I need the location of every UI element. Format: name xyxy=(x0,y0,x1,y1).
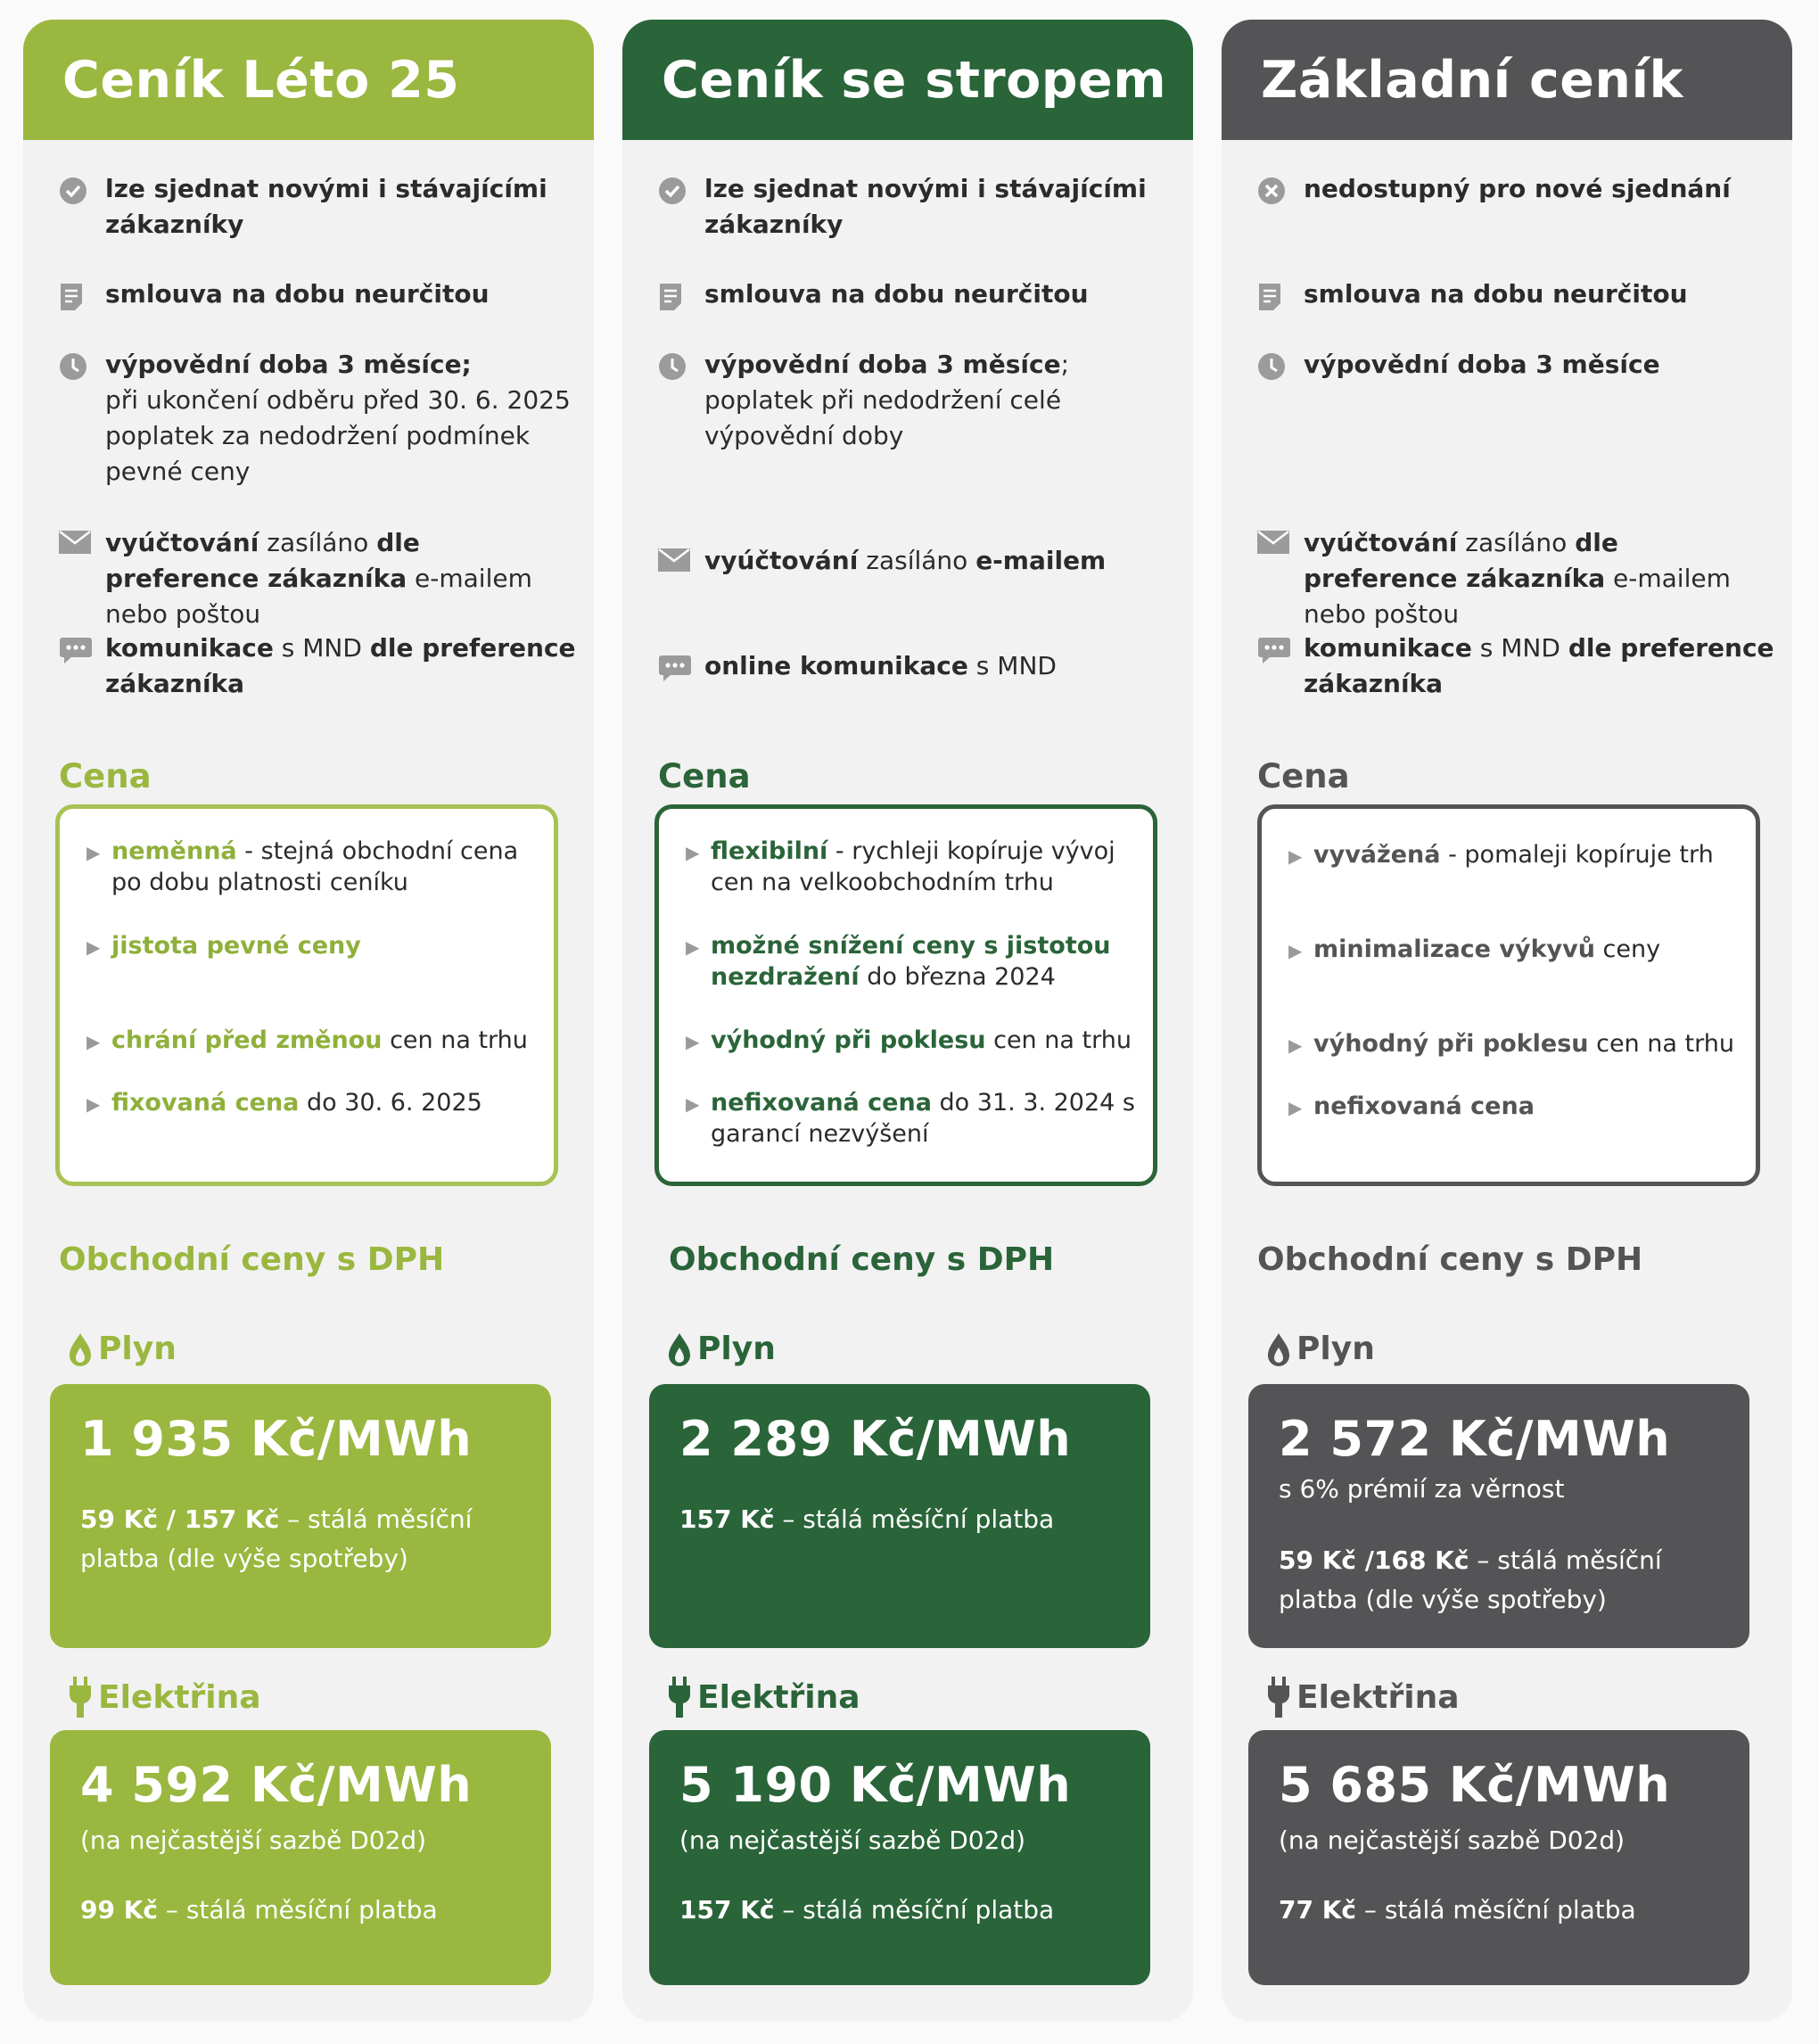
fee-amount: 59 Kč / 157 Kč xyxy=(80,1504,280,1534)
gas-label: Plyn xyxy=(1296,1331,1375,1367)
bullet-item xyxy=(86,930,541,963)
envelope-icon xyxy=(658,543,704,579)
gas-price-box xyxy=(649,1384,1150,1648)
feature-billing xyxy=(1257,525,1774,632)
check-circle-icon xyxy=(59,171,105,243)
bullet-item xyxy=(686,1087,1140,1150)
feature-bold: výpovědní doba 3 měsíce; xyxy=(105,350,472,379)
electricity-label: Elektřina xyxy=(697,1678,860,1716)
clock-icon xyxy=(59,347,105,490)
flame-icon xyxy=(667,1331,692,1367)
feature-contract xyxy=(1257,276,1774,312)
bullet-text: cen na trhu xyxy=(1588,1030,1734,1058)
bullet-highlight: fixovaná cena xyxy=(111,1089,300,1117)
card-title: Ceník se stropem xyxy=(662,50,1167,110)
feature-text: zasíláno xyxy=(1457,528,1576,557)
feature-contract xyxy=(658,276,1175,312)
triangle-bullet-icon: ▶ xyxy=(1288,845,1303,867)
gas-heading xyxy=(667,1331,776,1367)
feature-text: e-mailem nebo poštou xyxy=(1304,564,1731,629)
bullet-item xyxy=(86,836,541,898)
bullet-text: - stejná obchodní cena po dobu platnosti ceníku xyxy=(111,837,519,896)
feature-text: lze sjednat novými i stávajícími zákazníky xyxy=(704,174,1147,239)
feature-text: při ukončení odběru před 30. 6. 2025 poplatek za nedodržení podmínek pevné ceny xyxy=(105,385,571,486)
feature-billing xyxy=(59,525,576,632)
feature-text: smlouva na dobu neurčitou xyxy=(704,279,1089,309)
feature-communication xyxy=(658,648,1175,684)
fee-text: – stálá měsíční platba xyxy=(158,1895,438,1924)
fee-amount: 157 Kč xyxy=(679,1895,775,1924)
bullet-highlight: chrání před změnou xyxy=(111,1026,383,1054)
feature-text: nedostupný pro nové sjednání xyxy=(1304,174,1731,203)
clock-icon xyxy=(1257,347,1304,383)
feature-bold: e-mailem xyxy=(975,546,1107,575)
bullet-highlight: možné snížení ceny s jistotou nezdražení xyxy=(711,932,1111,991)
feature-bold: výpovědní doba 3 měsíce xyxy=(704,350,1061,379)
tariff-card-leto-25 xyxy=(23,20,594,2022)
bullet-highlight: minimalizace výkyvů xyxy=(1313,935,1595,963)
bullet-highlight: vyvážená xyxy=(1313,841,1441,869)
price-characteristics-box xyxy=(55,804,558,1186)
feature-availability xyxy=(658,171,1175,243)
triangle-bullet-icon: ▶ xyxy=(86,1093,101,1115)
electricity-label: Elektřina xyxy=(1296,1678,1460,1716)
electricity-price: 4 592 Kč/MWh xyxy=(80,1757,473,1813)
triangle-bullet-icon: ▶ xyxy=(1288,1034,1303,1056)
card-header xyxy=(1222,20,1792,140)
feature-bold: dle preference zákazníka xyxy=(105,528,420,593)
fee-text: – stálá měsíční platba (dle výše spotřeby) xyxy=(80,1504,473,1573)
bullet-item xyxy=(86,1087,541,1120)
feature-communication xyxy=(59,631,576,702)
prices-title: Obchodní ceny s DPH xyxy=(669,1241,1055,1278)
tariff-card-se-stropem xyxy=(622,20,1193,2022)
bullet-item xyxy=(686,930,1140,993)
feature-bold: dle preference zákazníka xyxy=(1304,633,1774,698)
bullet-highlight: nefixovaná cena xyxy=(711,1089,932,1117)
gas-heading xyxy=(1266,1331,1375,1367)
card-title: Základní ceník xyxy=(1261,50,1683,110)
feature-text: zasíláno xyxy=(858,546,976,575)
electricity-heading xyxy=(667,1677,860,1718)
prices-title: Obchodní ceny s DPH xyxy=(59,1241,445,1278)
prices-title: Obchodní ceny s DPH xyxy=(1257,1241,1643,1278)
card-header xyxy=(23,20,594,140)
feature-bold: výpovědní doba 3 měsíce xyxy=(1304,350,1660,379)
triangle-bullet-icon: ▶ xyxy=(686,842,700,863)
feature-communication xyxy=(1257,631,1774,702)
chat-bubble-icon xyxy=(1257,631,1304,702)
feature-text: smlouva na dobu neurčitou xyxy=(105,279,490,309)
feature-bold: dle preference zákazníka xyxy=(1304,528,1618,593)
triangle-bullet-icon: ▶ xyxy=(86,842,101,863)
card-header xyxy=(622,20,1193,140)
electricity-fee xyxy=(679,1891,1143,1930)
electricity-note: (na nejčastější sazbě D02d) xyxy=(679,1826,1026,1855)
bullet-item xyxy=(1288,1028,1743,1061)
bullet-item xyxy=(686,1025,1140,1058)
triangle-bullet-icon: ▶ xyxy=(1288,940,1303,961)
fee-text: – stálá měsíční platba xyxy=(774,1895,1055,1924)
electricity-note: (na nejčastější sazbě D02d) xyxy=(80,1826,427,1855)
gas-price: 2 572 Kč/MWh xyxy=(1279,1411,1671,1467)
feature-bold: komunikace xyxy=(105,633,274,663)
feature-bold: komunikace xyxy=(1304,633,1472,663)
bullet-text: ceny xyxy=(1594,935,1661,963)
feature-billing xyxy=(658,543,1175,579)
triangle-bullet-icon: ▶ xyxy=(686,1031,700,1052)
electricity-price: 5 190 Kč/MWh xyxy=(679,1757,1072,1813)
bullet-text: cen na trhu xyxy=(985,1026,1132,1054)
electricity-fee xyxy=(1279,1891,1742,1930)
feature-availability xyxy=(59,171,576,243)
electricity-price-box xyxy=(50,1730,551,1985)
price-section-title: Cena xyxy=(1257,757,1350,795)
electricity-heading xyxy=(68,1677,261,1718)
bullet-text: do 31. 3. 2024 s garancí nezvýšení xyxy=(711,1089,1135,1148)
bullet-item xyxy=(1288,1091,1743,1124)
fee-amount: 99 Kč xyxy=(80,1895,159,1924)
triangle-bullet-icon: ▶ xyxy=(1288,1097,1303,1118)
price-section-title: Cena xyxy=(658,757,751,795)
feature-text: ; poplatek při nedodržení celé výpovědní doby xyxy=(704,350,1069,450)
document-icon xyxy=(59,276,105,312)
gas-price: 1 935 Kč/MWh xyxy=(80,1411,473,1467)
price-characteristics-box xyxy=(1257,804,1760,1186)
gas-fee xyxy=(679,1500,1143,1539)
electricity-label: Elektřina xyxy=(98,1678,261,1716)
fee-text: – stálá měsíční platba (dle výše spotřeby) xyxy=(1279,1545,1662,1614)
feature-notice xyxy=(658,347,1175,454)
feature-contract xyxy=(59,276,576,312)
feature-notice xyxy=(59,347,576,490)
fee-text: – stálá měsíční platba xyxy=(1356,1895,1636,1924)
fee-amount: 157 Kč xyxy=(679,1504,775,1534)
bullet-text: cen na trhu xyxy=(382,1026,528,1054)
fee-text: – stálá měsíční platba xyxy=(774,1504,1055,1534)
gas-label: Plyn xyxy=(98,1331,177,1367)
gas-fee xyxy=(1279,1541,1742,1620)
gas-price-box xyxy=(1248,1384,1749,1648)
feature-text: s MND xyxy=(1471,633,1568,663)
envelope-icon xyxy=(59,525,105,632)
electricity-price-box xyxy=(1248,1730,1749,1985)
plug-icon xyxy=(1266,1677,1291,1718)
document-icon xyxy=(1257,276,1304,312)
gas-note: s 6% prémií za věrnost xyxy=(1279,1474,1565,1504)
envelope-icon xyxy=(1257,525,1304,632)
feature-text: s MND xyxy=(273,633,370,663)
electricity-note: (na nejčastější sazbě D02d) xyxy=(1279,1826,1626,1855)
card-title: Ceník Léto 25 xyxy=(62,50,460,110)
feature-text: e-mailem nebo poštou xyxy=(105,564,532,629)
gas-label: Plyn xyxy=(697,1331,776,1367)
fee-amount: 77 Kč xyxy=(1279,1895,1357,1924)
triangle-bullet-icon: ▶ xyxy=(86,1031,101,1052)
electricity-fee xyxy=(80,1891,544,1930)
gas-price: 2 289 Kč/MWh xyxy=(679,1411,1072,1467)
bullet-item xyxy=(1288,934,1743,967)
bullet-item xyxy=(86,1025,541,1058)
tariff-card-zakladni xyxy=(1222,20,1792,2022)
gas-fee xyxy=(80,1500,544,1578)
plug-icon xyxy=(667,1677,692,1718)
chat-bubble-icon xyxy=(658,648,704,684)
bullet-text: - rychleji kopíruje vývoj cen na velkoobchodním trhu xyxy=(711,837,1115,896)
chat-bubble-icon xyxy=(59,631,105,702)
bullet-text: - pomaleji kopíruje trh xyxy=(1440,841,1714,869)
feature-text: lze sjednat novými i stávajícími zákazníky xyxy=(105,174,547,239)
feature-notice xyxy=(1257,347,1774,383)
plug-icon xyxy=(68,1677,93,1718)
bullet-item xyxy=(686,836,1140,898)
x-circle-icon xyxy=(1257,171,1304,207)
check-circle-icon xyxy=(658,171,704,243)
bullet-highlight: výhodný při poklesu xyxy=(711,1026,986,1054)
feature-bold: vyúčtování xyxy=(1304,528,1458,557)
bullet-highlight: výhodný při poklesu xyxy=(1313,1030,1589,1058)
bullet-text: do 30. 6. 2025 xyxy=(299,1089,482,1117)
feature-text: smlouva na dobu neurčitou xyxy=(1304,279,1688,309)
triangle-bullet-icon: ▶ xyxy=(686,1093,700,1115)
triangle-bullet-icon: ▶ xyxy=(86,936,101,958)
feature-bold: online komunikace xyxy=(704,651,968,680)
flame-icon xyxy=(1266,1331,1291,1367)
feature-bold: vyúčtování xyxy=(105,528,259,557)
fee-amount: 59 Kč /168 Kč xyxy=(1279,1545,1469,1575)
flame-icon xyxy=(68,1331,93,1367)
document-icon xyxy=(658,276,704,312)
bullet-highlight: flexibilní xyxy=(711,837,828,865)
bullet-item xyxy=(1288,839,1743,872)
price-characteristics-box xyxy=(654,804,1157,1186)
clock-icon xyxy=(658,347,704,454)
gas-heading xyxy=(68,1331,177,1367)
electricity-price: 5 685 Kč/MWh xyxy=(1279,1757,1671,1813)
feature-bold: vyúčtování xyxy=(704,546,859,575)
gas-price-box xyxy=(50,1384,551,1648)
feature-availability xyxy=(1257,171,1774,207)
feature-text: zasíláno xyxy=(259,528,377,557)
electricity-price-box xyxy=(649,1730,1150,1985)
feature-bold: dle preference zákazníka xyxy=(105,633,576,698)
bullet-highlight: neměnná xyxy=(111,837,237,865)
bullet-highlight: jistota pevné ceny xyxy=(111,932,361,960)
triangle-bullet-icon: ▶ xyxy=(686,936,700,958)
bullet-highlight: nefixovaná cena xyxy=(1313,1092,1535,1120)
bullet-text: do března 2024 xyxy=(859,963,1056,991)
electricity-heading xyxy=(1266,1677,1460,1718)
feature-text: s MND xyxy=(967,651,1057,680)
price-section-title: Cena xyxy=(59,757,152,795)
